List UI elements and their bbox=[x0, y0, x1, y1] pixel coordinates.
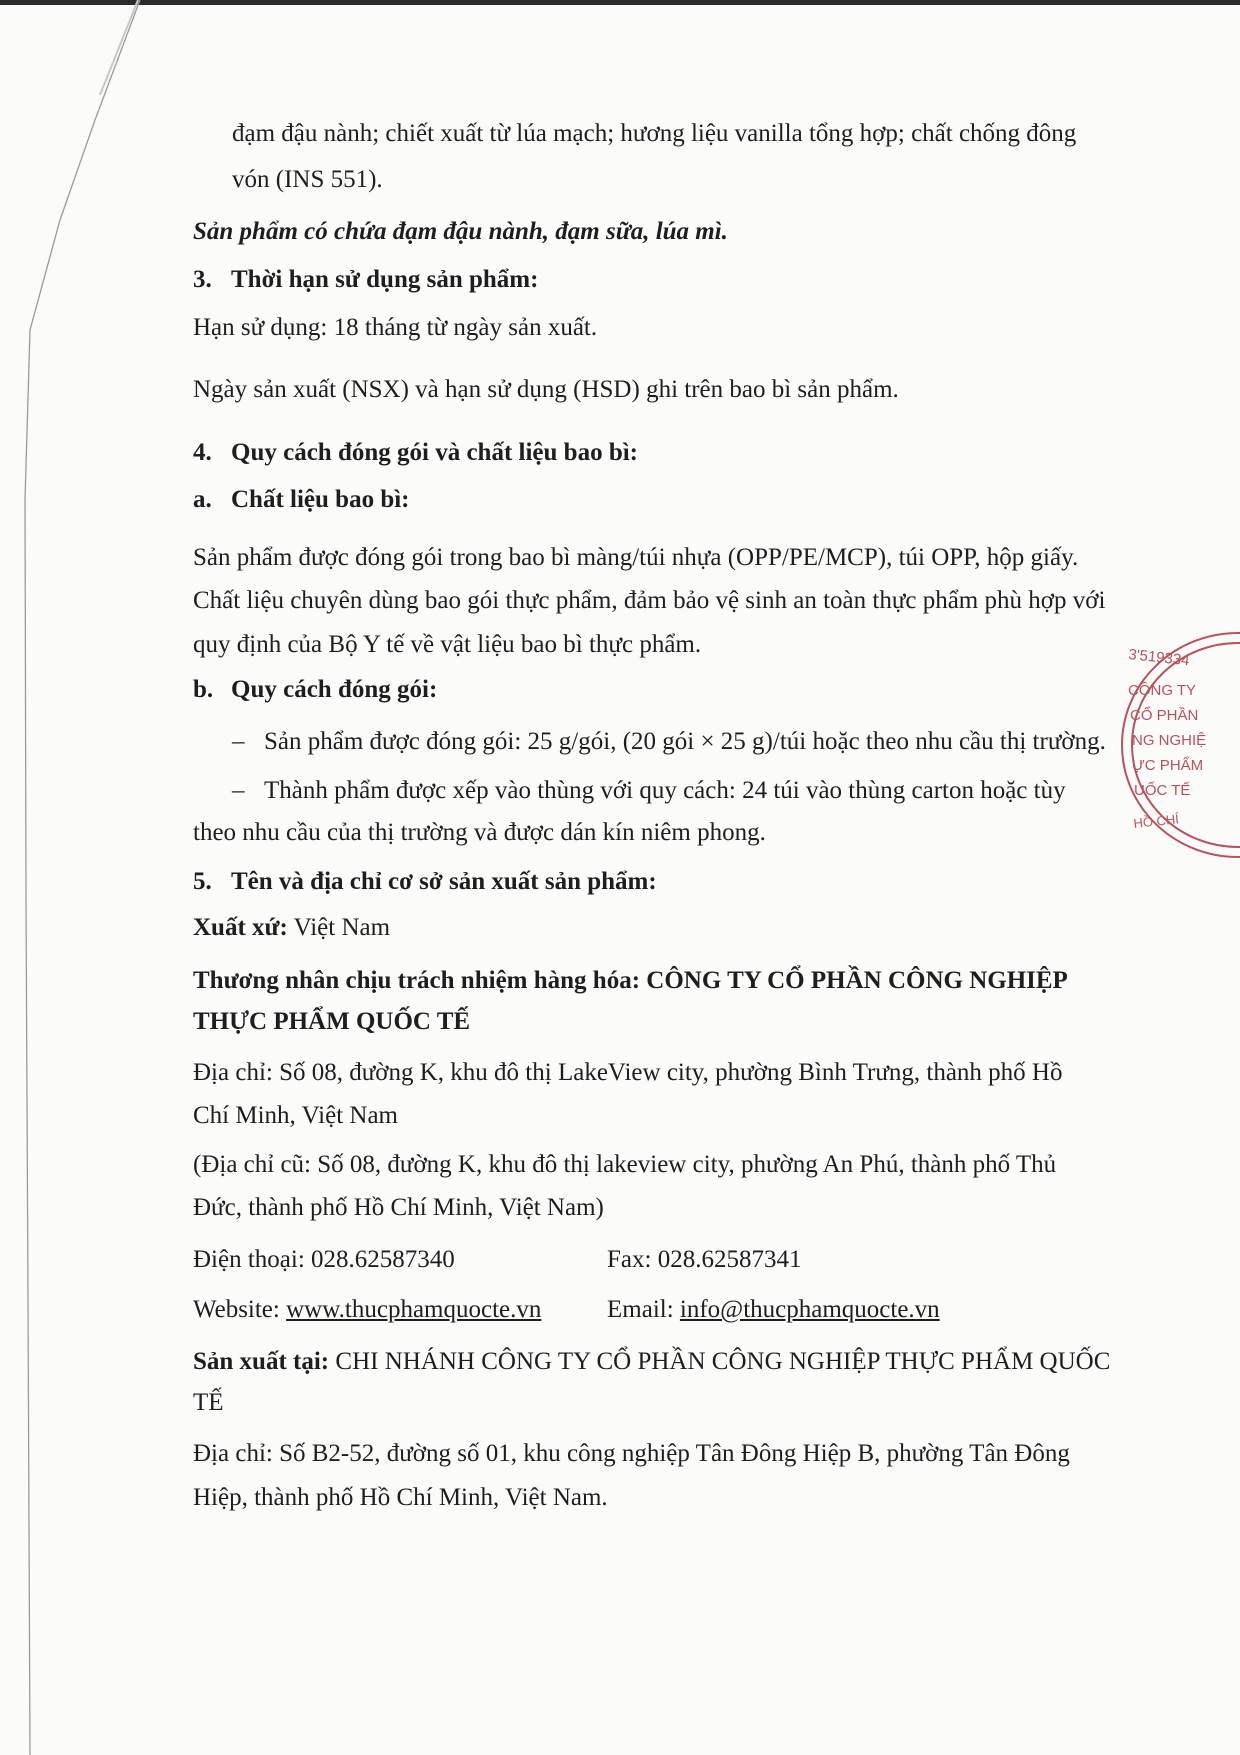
email bbox=[607, 1293, 940, 1327]
seal-line-4: ỰC PHẨM bbox=[1132, 757, 1204, 774]
email-label: Email: bbox=[607, 1296, 680, 1323]
seal-line-3: NG NGHIỆ bbox=[1132, 732, 1207, 749]
website-link[interactable]: www.thucphamquocte.vn bbox=[286, 1296, 542, 1323]
list-dash: – bbox=[232, 728, 245, 755]
section-4-number: 4. bbox=[193, 439, 212, 466]
section-3-heading bbox=[193, 263, 538, 297]
date-note: Ngày sản xuất (NSX) và hạn sử dụng (HSD) ghi trên bao bì sản phẩm. bbox=[193, 376, 899, 403]
section-5-number: 5. bbox=[193, 868, 212, 895]
factory-label: Sản xuất tại: bbox=[193, 1348, 330, 1375]
address-line-1: Địa chỉ: Số 08, đường K, khu đô thị LakeView city, phường Bình Trưng, thành phố Hồ bbox=[193, 1059, 1063, 1086]
factory-address-line-2: Hiệp, thành phố Hồ Chí Minh, Việt Nam. bbox=[193, 1484, 608, 1511]
packaging-material-line-3: quy định của Bộ Y tế về vật liệu bao bì thực phẩm. bbox=[193, 631, 702, 658]
section-4-title: Quy cách đóng gói và chất liệu bao bì: bbox=[231, 439, 638, 466]
allergen-note: Sản phẩm có chứa đạm đậu nành, đạm sữa, lúa mì. bbox=[193, 218, 728, 245]
packing-item-1 bbox=[232, 725, 1106, 759]
section-4b-title: Quy cách đóng gói: bbox=[231, 676, 438, 703]
seal-line-2: CỔ PHẦN bbox=[1130, 707, 1199, 724]
phone: Điện thoại: 028.62587340 bbox=[193, 1246, 455, 1273]
old-address-line-2: Đức, thành phố Hồ Chí Minh, Việt Nam) bbox=[193, 1194, 604, 1221]
website bbox=[193, 1293, 541, 1327]
trader-line-2: THỰC PHẨM QUỐC TẾ bbox=[193, 1008, 471, 1035]
seal-line-5: UỐC TẾ bbox=[1134, 782, 1191, 799]
origin bbox=[193, 911, 390, 945]
factory-line-2: TẾ bbox=[193, 1389, 224, 1416]
section-4a-heading bbox=[193, 483, 410, 517]
ingredients-line-2: vón (INS 551). bbox=[232, 166, 383, 193]
ingredients-line-1: đạm đậu nành; chiết xuất từ lúa mạch; hương liệu vanilla tổng hợp; chất chống đông bbox=[232, 120, 1077, 147]
factory-value: CHI NHÁNH CÔNG TY CỔ PHẦN CÔNG NGHIỆP THỰC PHẨM QUỐC bbox=[329, 1348, 1111, 1375]
seal-line-1: CÔNG TY bbox=[1128, 682, 1197, 699]
packing-item-2-cont: theo nhu cầu của thị trường và được dán kín niêm phong. bbox=[193, 819, 766, 846]
factory-address-line-1: Địa chỉ: Số B2-52, đường số 01, khu công nghiệp Tân Đông Hiệp B, phường Tân Đông bbox=[193, 1440, 1070, 1467]
packing-item-2 bbox=[232, 774, 1066, 808]
company-seal bbox=[1120, 625, 1240, 870]
packing-item-1-text: Sản phẩm được đóng gói: 25 g/gói, (20 gói × 25 g)/túi hoặc theo nhu cầu thị trường. bbox=[264, 728, 1106, 755]
section-4a-title: Chất liệu bao bì: bbox=[231, 486, 410, 513]
fax: Fax: 028.62587341 bbox=[607, 1246, 802, 1273]
section-5-title: Tên và địa chỉ cơ sở sản xuất sản phẩm: bbox=[231, 868, 657, 895]
section-4a-label: a. bbox=[193, 486, 212, 513]
section-3-title: Thời hạn sử dụng sản phẩm: bbox=[231, 266, 539, 293]
origin-label: Xuất xứ: bbox=[193, 914, 288, 941]
trader-line-1: Thương nhân chịu trách nhiệm hàng hóa: CÔNG TY CỔ PHẦN CÔNG NGHIỆP bbox=[193, 967, 1068, 994]
packaging-material-line-1: Sản phẩm được đóng gói trong bao bì màng/túi nhựa (OPP/PE/MCP), túi OPP, hộp giấy. bbox=[193, 544, 1079, 571]
website-label: Website: bbox=[193, 1296, 287, 1323]
factory bbox=[193, 1345, 1110, 1379]
section-4b-heading bbox=[193, 673, 437, 707]
address-line-2: Chí Minh, Việt Nam bbox=[193, 1102, 398, 1129]
section-4b-label: b. bbox=[193, 676, 214, 703]
section-4-heading bbox=[193, 436, 638, 470]
email-link[interactable]: info@thucphamquocte.vn bbox=[679, 1296, 940, 1323]
seal-line-6: HỒ CHÍ bbox=[1132, 811, 1180, 831]
origin-value: Việt Nam bbox=[287, 914, 391, 941]
old-address-line-1: (Địa chỉ cũ: Số 08, đường K, khu đô thị lakeview city, phường An Phú, thành phố Thủ bbox=[193, 1151, 1057, 1178]
list-dash: – bbox=[232, 777, 245, 804]
packing-item-2-text: Thành phẩm được xếp vào thùng với quy cách: 24 túi vào thùng carton hoặc tùy bbox=[264, 777, 1066, 804]
section-3-number: 3. bbox=[193, 266, 212, 293]
packaging-material-line-2: Chất liệu chuyên dùng bao gói thực phẩm, đảm bảo vệ sinh an toàn thực phẩm phù hợp với bbox=[193, 587, 1106, 614]
section-5-heading bbox=[193, 865, 657, 899]
shelf-life: Hạn sử dụng: 18 tháng từ ngày sản xuất. bbox=[193, 314, 598, 341]
seal-number: 3'519334 bbox=[1127, 646, 1191, 670]
